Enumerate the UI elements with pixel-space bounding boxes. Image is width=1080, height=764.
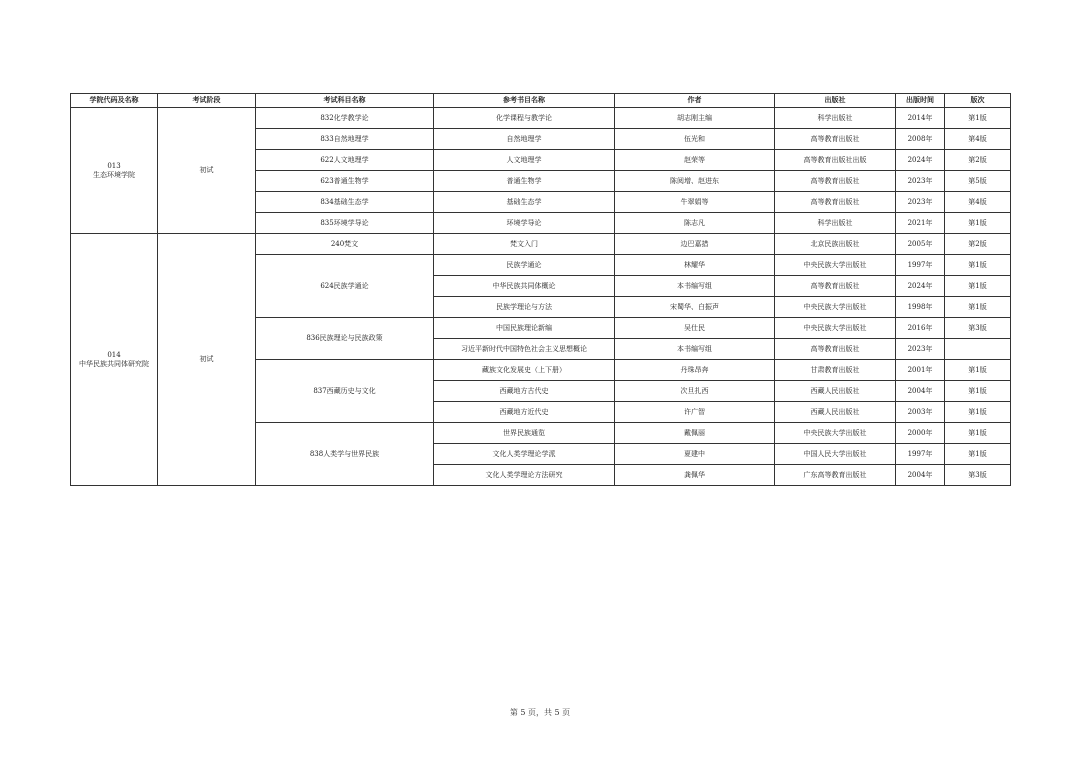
book-title-cell: 中华民族共同体概论	[434, 276, 615, 297]
publisher-cell: 高等教育出版社	[775, 129, 896, 150]
table-body	[71, 108, 1011, 486]
author-cell: 次旦扎西	[615, 381, 775, 402]
year-cell: 2024年	[896, 150, 945, 171]
year-cell: 2021年	[896, 213, 945, 234]
publisher-cell: 西藏人民出版社	[775, 402, 896, 423]
header-edition: 版次	[945, 94, 1011, 108]
author-cell: 龚佩华	[615, 465, 775, 486]
edition-cell: 第1版	[945, 213, 1011, 234]
publisher-cell: 中央民族大学出版社	[775, 318, 896, 339]
header-college: 学院代码及名称	[71, 94, 158, 108]
page-number: 第 5 页，共 5 页	[509, 708, 571, 717]
book-title-cell: 基础生态学	[434, 192, 615, 213]
year-cell: 1997年	[896, 255, 945, 276]
subject-cell: 623普通生物学	[256, 171, 434, 192]
author-cell: 丹珠昂奔	[615, 360, 775, 381]
author-cell: 伍光和	[615, 129, 775, 150]
year-cell: 2005年	[896, 234, 945, 255]
edition-cell: 第2版	[945, 150, 1011, 171]
author-cell: 陈志凡	[615, 213, 775, 234]
publisher-cell: 高等教育出版社出版	[775, 150, 896, 171]
author-cell: 林耀华	[615, 255, 775, 276]
publisher-cell: 科学出版社	[775, 108, 896, 129]
publisher-cell: 甘肃教育出版社	[775, 360, 896, 381]
edition-cell: 第3版	[945, 465, 1011, 486]
book-title-cell: 世界民族通览	[434, 423, 615, 444]
college-cell	[71, 108, 158, 234]
table-row	[71, 108, 1011, 129]
book-title-cell: 梵文入门	[434, 234, 615, 255]
year-cell: 2023年	[896, 171, 945, 192]
header-publisher: 出版社	[775, 94, 896, 108]
author-cell: 本书编写组	[615, 276, 775, 297]
book-title-cell: 习近平新时代中国特色社会主义思想概论	[434, 339, 615, 360]
subject-cell: 833自然地理学	[256, 129, 434, 150]
header-year: 出版时间	[896, 94, 945, 108]
book-title-cell: 中国民族理论新编	[434, 318, 615, 339]
college-cell	[71, 234, 158, 486]
header-author: 作者	[615, 94, 775, 108]
author-cell: 宋蜀华、白振声	[615, 297, 775, 318]
author-cell: 吴仕民	[615, 318, 775, 339]
publisher-cell: 高等教育出版社	[775, 192, 896, 213]
book-title-cell: 文化人类学理论方法研究	[434, 465, 615, 486]
book-title-cell: 西藏地方近代史	[434, 402, 615, 423]
edition-cell: 第1版	[945, 423, 1011, 444]
book-title-cell: 文化人类学理论学派	[434, 444, 615, 465]
book-title-cell: 环境学导论	[434, 213, 615, 234]
table-header-row	[71, 94, 1011, 108]
subject-cell: 836民族理论与民族政策	[256, 318, 434, 360]
author-cell: 戴佩丽	[615, 423, 775, 444]
book-title-cell: 西藏地方古代史	[434, 381, 615, 402]
edition-cell: 第1版	[945, 108, 1011, 129]
author-cell: 胡志刚主编	[615, 108, 775, 129]
publisher-cell: 高等教育出版社	[775, 171, 896, 192]
edition-cell: 第1版	[945, 360, 1011, 381]
year-cell: 2003年	[896, 402, 945, 423]
subject-cell: 622人文地理学	[256, 150, 434, 171]
publisher-cell: 高等教育出版社	[775, 276, 896, 297]
college-code: 013	[107, 161, 121, 170]
year-cell: 1997年	[896, 444, 945, 465]
year-cell: 1998年	[896, 297, 945, 318]
book-title-cell: 藏族文化发展史（上下册）	[434, 360, 615, 381]
subject-cell: 624民族学通论	[256, 255, 434, 318]
book-title-cell: 自然地理学	[434, 129, 615, 150]
edition-cell: 第1版	[945, 402, 1011, 423]
edition-cell: 第1版	[945, 255, 1011, 276]
college-name: 中华民族共同体研究院	[79, 359, 149, 368]
author-cell: 陈阅增、赵进东	[615, 171, 775, 192]
publisher-cell: 中央民族大学出版社	[775, 297, 896, 318]
subject-cell: 834基础生态学	[256, 192, 434, 213]
edition-cell: 第1版	[945, 381, 1011, 402]
author-cell: 牛翠娟等	[615, 192, 775, 213]
college-name: 生态环境学院	[93, 170, 135, 179]
year-cell: 2008年	[896, 129, 945, 150]
edition-cell: 第3版	[945, 318, 1011, 339]
book-title-cell: 民族学通论	[434, 255, 615, 276]
subject-cell: 835环境学导论	[256, 213, 434, 234]
year-cell: 2000年	[896, 423, 945, 444]
publisher-cell: 广东高等教育出版社	[775, 465, 896, 486]
exam-stage-cell: 初试	[158, 108, 256, 234]
year-cell: 2024年	[896, 276, 945, 297]
edition-cell: 第4版	[945, 129, 1011, 150]
author-cell: 本书编写组	[615, 339, 775, 360]
publisher-cell: 中央民族大学出版社	[775, 255, 896, 276]
author-cell: 赵荣等	[615, 150, 775, 171]
subject-cell: 240梵文	[256, 234, 434, 255]
edition-cell: 第1版	[945, 276, 1011, 297]
subject-cell: 838人类学与世界民族	[256, 423, 434, 486]
subject-cell: 837西藏历史与文化	[256, 360, 434, 423]
book-title-cell: 民族学理论与方法	[434, 297, 615, 318]
author-cell: 许广智	[615, 402, 775, 423]
publisher-cell: 中央民族大学出版社	[775, 423, 896, 444]
year-cell: 2016年	[896, 318, 945, 339]
publisher-cell: 北京民族出版社	[775, 234, 896, 255]
publisher-cell: 科学出版社	[775, 213, 896, 234]
table-row	[71, 234, 1011, 255]
year-cell: 2023年	[896, 192, 945, 213]
header-stage: 考试阶段	[158, 94, 256, 108]
year-cell: 2001年	[896, 360, 945, 381]
year-cell: 2023年	[896, 339, 945, 360]
year-cell: 2004年	[896, 381, 945, 402]
author-cell: 边巴嘉措	[615, 234, 775, 255]
reference-book-table	[70, 93, 1011, 486]
edition-cell: 第5版	[945, 171, 1011, 192]
publisher-cell: 中国人民大学出版社	[775, 444, 896, 465]
year-cell: 2004年	[896, 465, 945, 486]
edition-cell: 第2版	[945, 234, 1011, 255]
edition-cell: 第1版	[945, 297, 1011, 318]
subject-cell: 832化学教学论	[256, 108, 434, 129]
edition-cell	[945, 339, 1011, 360]
publisher-cell: 高等教育出版社	[775, 339, 896, 360]
edition-cell: 第1版	[945, 444, 1011, 465]
book-title-cell: 普通生物学	[434, 171, 615, 192]
edition-cell: 第4版	[945, 192, 1011, 213]
college-code: 014	[107, 350, 121, 359]
author-cell: 夏建中	[615, 444, 775, 465]
book-title-cell: 人文地理学	[434, 150, 615, 171]
year-cell: 2014年	[896, 108, 945, 129]
header-subject: 考试科目名称	[256, 94, 434, 108]
header-book-title: 参考书目名称	[434, 94, 615, 108]
exam-stage-cell: 初试	[158, 234, 256, 486]
book-title-cell: 化学课程与教学论	[434, 108, 615, 129]
publisher-cell: 西藏人民出版社	[775, 381, 896, 402]
